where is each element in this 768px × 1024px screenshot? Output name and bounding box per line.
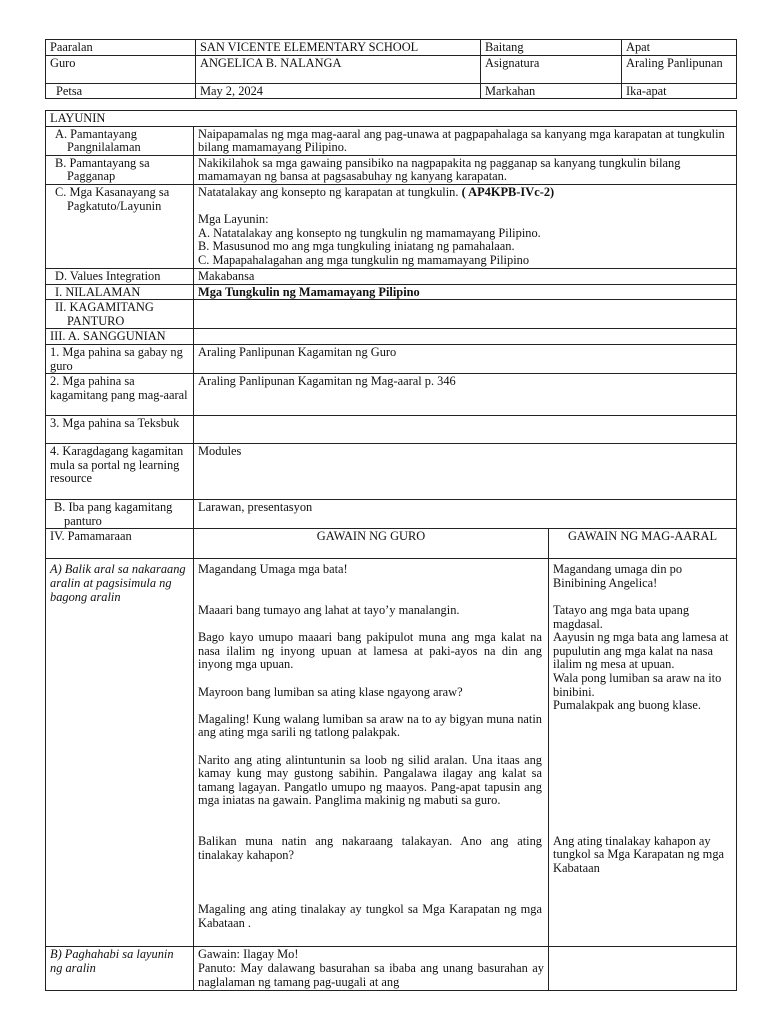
section-b-title: B) Paghahabi sa layunin ng aralin (46, 947, 194, 991)
kagamitang-panturo-label: II. KAGAMITANG PANTURO (55, 300, 154, 328)
subject-label: Asignatura (481, 55, 622, 83)
teacher-line: Magaling ang ating tinalakay ay tungkol sa Mga Karapatan ng mga Kabataan . (198, 902, 542, 930)
subject-value: Araling Panlipunan (622, 55, 737, 83)
pamantayang-pangnilalaman-value: Naipapamalas ng mga mag-aaral ang pag-unawa at pagpapahalaga sa kanyang mga karapatan at tungkulin bilang mamamayang Pilipino. (194, 126, 737, 155)
student-line: Magandang umaga din po Binibining Angelica! (553, 562, 683, 590)
learning-resource-value: Modules (194, 444, 737, 500)
teacher-line: Maaari bang tumayo ang lahat at tayo’y manalangin. (198, 603, 460, 618)
kasanayang-label: C. Mga Kasanayang sa Pagkatuto/Layunin (55, 184, 170, 213)
pamantayang-pagganap-label: B. Pamantayang sa Pagganap (55, 155, 150, 184)
layunin-heading: LAYUNIN (46, 111, 737, 127)
student-line: Wala pong lumiban sa araw na ito binibini. (553, 671, 722, 699)
lesson-plan-table (45, 110, 737, 991)
teacher-line: Panuto: May dalawang basurahan sa ibaba ang unang basurahan ay naglalaman ng tamang pag-uugali at ang (198, 960, 544, 989)
pamamaraan-label: IV. Pamamaraan (46, 529, 194, 559)
learner-material-label: 2. Mga pahina sa kagamitang pang mag-aaral (46, 374, 194, 416)
values-integration-label: D. Values Integration (55, 268, 161, 283)
pamantayang-pangnilalaman-label: A. Pamantayang Pangnilalaman (55, 126, 141, 155)
competency-code: ( AP4KPB-IVc-2) (461, 184, 555, 199)
teacher-line: Balikan muna natin ang nakaraang talakayan. Ano ang ating tinalakay kahapon? (198, 834, 542, 862)
other-materials-value: Larawan, presentasyon (194, 500, 737, 529)
teacher-value: ANGELICA B. NALANGA (196, 55, 481, 83)
school-value: SAN VICENTE ELEMENTARY SCHOOL (196, 40, 481, 56)
school-label: Paaralan (46, 40, 196, 56)
teacher-line: Bago kayo umupo maaari bang pakipulot muna ang mga kalat na nasa ilalim ng inyong upuan at lamesa at paki-ayos na din ang inyong mga upuan. (198, 630, 542, 672)
date-label: Petsa (46, 83, 196, 99)
teacher-guide-value: Araling Panlipunan Kagamitan ng Guro (194, 344, 737, 373)
grade-value: Apat (622, 40, 737, 56)
teacher-line: Magaling! Kung walang lumiban sa araw na to ay bigyan muna natin ang ating mga sarili ng tatlong palakpak. (198, 711, 542, 740)
kasanayang-cell (194, 184, 737, 268)
header-table (45, 39, 737, 99)
nilalaman-label: I. NILALAMAN (55, 284, 141, 299)
sanggunian-label: III. A. SANGGUNIAN (46, 329, 194, 345)
quarter-label: Markahan (481, 83, 622, 99)
teacher-guide-label: 1. Mga pahina sa gabay ng guro (46, 344, 194, 373)
teacher-line: Gawain: Ilagay Mo! (198, 947, 299, 962)
student-line: Ang ating tinalakay kahapon ay tungkol sa Mga Karapatan ng mga Kabataan (553, 833, 725, 876)
objective-item: A. Natatalakay ang konsepto ng tungkulin ng mamamayang Pilipino. (198, 225, 541, 240)
learning-resource-label: 4. Karagdagang kagamitan mula sa portal ng learning resource (46, 444, 194, 500)
section-b-teacher (194, 947, 549, 991)
teacher-label: Guro (46, 55, 196, 83)
nilalaman-value: Mga Tungkulin ng Mamamayang Pilipino (194, 284, 737, 300)
section-a-teacher (194, 559, 549, 947)
textbook-label: 3. Mga pahina sa Teksbuk (46, 416, 194, 444)
quarter-value: Ika-apat (622, 83, 737, 99)
objectives-title: Mga Layunin: (198, 212, 269, 227)
objective-item: C. Mapapahalagahan ang mga tungkulin ng mamamayang Pilipino (198, 252, 530, 267)
teacher-line: Mayroon bang lumiban sa ating klase ngayong araw? (198, 684, 463, 699)
student-column-heading: GAWAIN NG MAG-AARAL (549, 529, 737, 559)
values-integration-value: Makabansa (194, 268, 737, 284)
section-a-title: A) Balik aral sa nakaraang aralin at pagsisimula ng bagong aralin (46, 559, 194, 947)
student-line: Aayusin ng mga bata ang lamesa at pupulutin ang mga kalat na nasa ilalim ng mesa at upuan. (553, 630, 729, 672)
objective-item: B. Masusunod mo ang mga tungkuling iniatang ng pamahalaan. (198, 239, 515, 254)
student-line: Tatayo ang mga bata upang magdasal. (553, 603, 690, 631)
learner-material-value: Araling Panlipunan Kagamitan ng Mag-aaral p. 346 (194, 374, 737, 416)
section-a-student (549, 559, 737, 947)
teacher-column-heading: GAWAIN NG GURO (194, 529, 549, 559)
date-value: May 2, 2024 (196, 83, 481, 99)
student-line: Pumalakpak ang buong klase. (553, 698, 701, 713)
other-materials-label: B. Iba pang kagamitang panturo (54, 500, 173, 528)
grade-label: Baitang (481, 40, 622, 56)
teacher-line: Narito ang ating alintuntunin sa loob ng silid aralan. Una itaas ang kamay kung may gustong sabihin. Pangalawa ilagay ang kalat sa tamang lagayan. Pangatlo umupo ng maayos. Pang-apat tapusin ang mga iniatas na gawain. Panglima makinig ng mabuti sa guro. (198, 752, 542, 808)
kasanayang-value: Natatalakay ang konsepto ng karapatan at tungkulin. (198, 184, 459, 199)
pamantayang-pagganap-value: Nakikilahok sa mga gawaing pansibiko na nagpapakita ng pagganap sa kanyang tungkulin bilang mamamayan ng bansa at pagsasabuhay ng kanyang karapatan. (194, 155, 737, 184)
teacher-line: Magandang Umaga mga bata! (198, 562, 348, 577)
